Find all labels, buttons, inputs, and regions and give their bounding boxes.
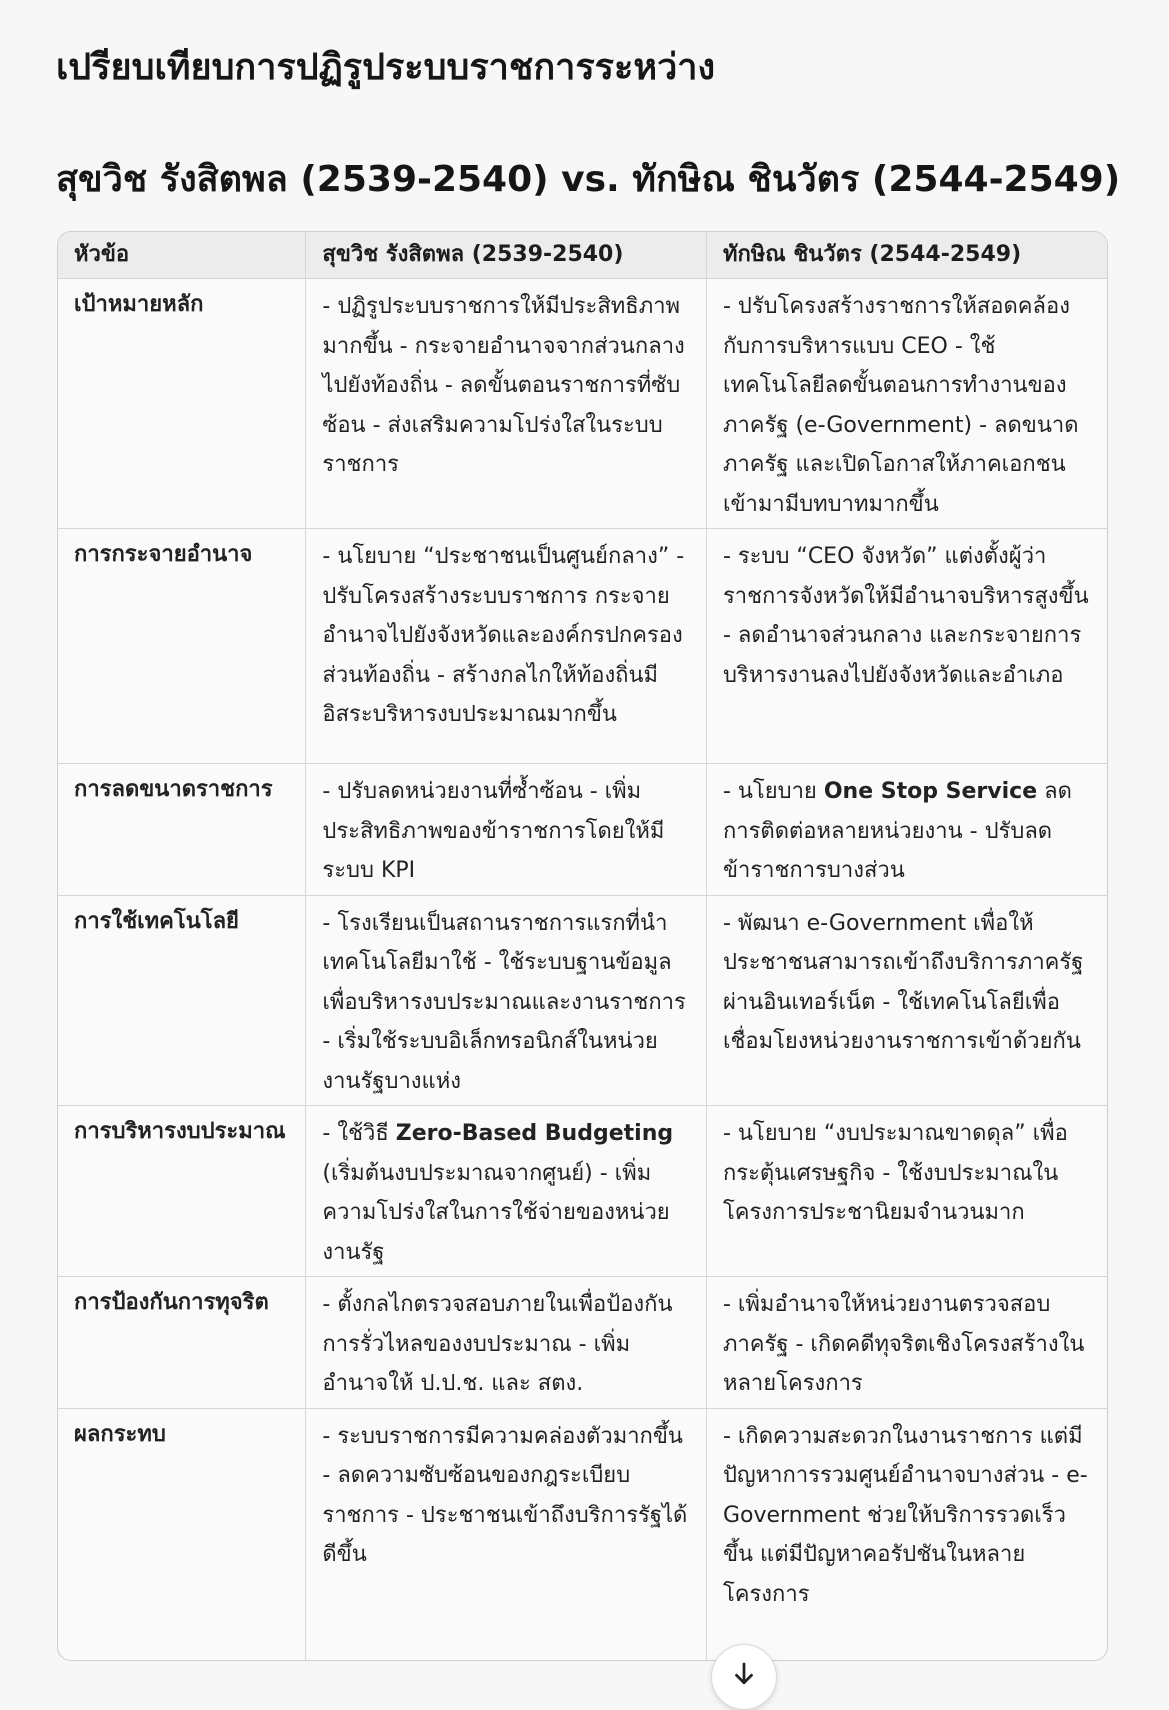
row-sukhavich-cell: - ตั้งกลไกตรวจสอบภายในเพื่อป้องกันการรั่วไหลของงบประมาณ - เพิ่มอำนาจให้ ป.ป.ช. และ สตง. xyxy=(306,1277,707,1409)
table-row xyxy=(58,1408,1107,1661)
row-thaksin-cell: - ปรับโครงสร้างราชการให้สอดคล้องกับการบริหารแบบ CEO - ใช้เทคโนโลยีลดขั้นตอนการทำงานของภาครัฐ (e-Government) - ลดขนาดภาครัฐ และเปิดโอกาสให้ภาคเอกชนเข้ามามีบทบาทมากขึ้น xyxy=(706,279,1107,529)
row-thaksin-cell: - เกิดความสะดวกในงานราชการ แต่มีปัญหาการรวมศูนย์อำนาจบางส่วน - e-Government ช่วยให้บริการรวดเร็วขึ้น แต่มีปัญหาคอรัปชันในหลายโครงการ xyxy=(706,1408,1107,1661)
row-sukhavich-cell: - ปรับลดหน่วยงานที่ซ้ำซ้อน - เพิ่มประสิทธิภาพของข้าราชการโดยให้มีระบบ KPI xyxy=(306,764,707,896)
table-row xyxy=(58,764,1107,896)
cell-text: (เริ่มต้นงบประมาณจากศูนย์) - เพิ่มความโปร่งใสในการใช้จ่ายของหน่วยงานรัฐ xyxy=(322,1160,670,1265)
row-thaksin-cell: - นโยบาย “งบประมาณขาดดุล” เพื่อกระตุ้นเศรษฐกิจ - ใช้งบประมาณในโครงการประชานิยมจำนวนมาก xyxy=(706,1106,1107,1277)
row-sukhavich-cell: - ปฏิรูประบบราชการให้มีประสิทธิภาพมากขึ้น - กระจายอำนาจจากส่วนกลางไปยังท้องถิ่น - ลดขั้นตอนราชการที่ซับซ้อน - ส่งเสริมความโปร่งใสในระบบราชการ xyxy=(306,279,707,529)
arrow-down-icon xyxy=(729,1659,759,1689)
table-row xyxy=(58,529,1107,764)
cell-bold-text: One Stop Service xyxy=(823,779,1038,804)
header-sukhavich: สุขวิช รังสิตพล (2539-2540) xyxy=(306,232,707,279)
row-topic: การใช้เทคโนโลยี xyxy=(58,895,306,1106)
table-row xyxy=(58,895,1107,1106)
page-title-line-1: เปรียบเทียบการปฏิรูประบบราชการระหว่าง xyxy=(56,47,716,88)
row-thaksin-cell xyxy=(706,764,1107,896)
row-thaksin-cell: - เพิ่มอำนาจให้หน่วยงานตรวจสอบภาครัฐ - เกิดคดีทุจริตเชิงโครงสร้างในหลายโครงการ xyxy=(706,1277,1107,1409)
header-topic: หัวข้อ xyxy=(58,232,306,279)
row-sukhavich-cell: - โรงเรียนเป็นสถานราชการแรกที่นำเทคโนโลยีมาใช้ - ใช้ระบบฐานข้อมูลเพื่อบริหารงบประมาณและงานราชการ - เริ่มใช้ระบบอิเล็กทรอนิกส์ในหน่วยงานรัฐบางแห่ง xyxy=(306,895,707,1106)
row-sukhavich-cell: - นโยบาย “ประชาชนเป็นศูนย์กลาง” - ปรับโครงสร้างระบบราชการ กระจายอำนาจไปยังจังหวัดและองค์กรปกครองส่วนท้องถิ่น - สร้างกลไกให้ท้องถิ่นมีอิสระบริหารงบประมาณมากขึ้น xyxy=(306,529,707,764)
cell-text: ลดการติดต่อหลายหน่วยงาน - ปรับลดข้าราชการบางส่วน xyxy=(722,779,1072,883)
scroll-down-button[interactable] xyxy=(711,1644,777,1710)
cell-text: - ใช้วิธี xyxy=(322,1121,396,1146)
row-topic: การบริหารงบประมาณ xyxy=(58,1106,306,1277)
row-topic: เป้าหมายหลัก xyxy=(58,279,306,529)
cell-bold-text: Zero-Based Budgeting xyxy=(395,1121,674,1146)
table-row xyxy=(58,1106,1107,1277)
comparison-table xyxy=(57,231,1108,1661)
row-thaksin-cell: - พัฒนา e-Government เพื่อให้ประชาชนสามารถเข้าถึงบริการภาครัฐผ่านอินเทอร์เน็ต - ใช้เทคโนโลยีเพื่อเชื่อมโยงหน่วยงานราชการเข้าด้วยกัน xyxy=(706,895,1107,1106)
row-topic: การลดขนาดราชการ xyxy=(58,764,306,896)
page-title-line-2: สุขวิช รังสิตพล (2539-2540) vs. ทักษิณ ชินวัตร (2544-2549) xyxy=(56,159,1121,200)
row-sukhavich-cell xyxy=(306,1106,707,1277)
row-sukhavich-cell: - ระบบราชการมีความคล่องตัวมากขึ้น - ลดความซับซ้อนของกฎระเบียบราชการ - ประชาชนเข้าถึงบริการรัฐได้ดีขึ้น xyxy=(306,1408,707,1661)
row-thaksin-cell: - ระบบ “CEO จังหวัด” แต่งตั้งผู้ว่าราชการจังหวัดให้มีอำนาจบริหารสูงขึ้น - ลดอำนาจส่วนกลาง และกระจายการบริหารงานลงไปยังจังหวัดและอำเภอ xyxy=(706,529,1107,764)
table-row xyxy=(58,279,1107,529)
cell-text: - นโยบาย xyxy=(722,779,824,804)
table-row xyxy=(58,1277,1107,1409)
row-topic: การกระจายอำนาจ xyxy=(58,529,306,764)
header-thaksin: ทักษิณ ชินวัตร (2544-2549) xyxy=(706,232,1107,279)
table-header-row xyxy=(58,232,1107,279)
row-topic: ผลกระทบ xyxy=(58,1408,306,1661)
row-topic: การป้องกันการทุจริต xyxy=(58,1277,306,1409)
